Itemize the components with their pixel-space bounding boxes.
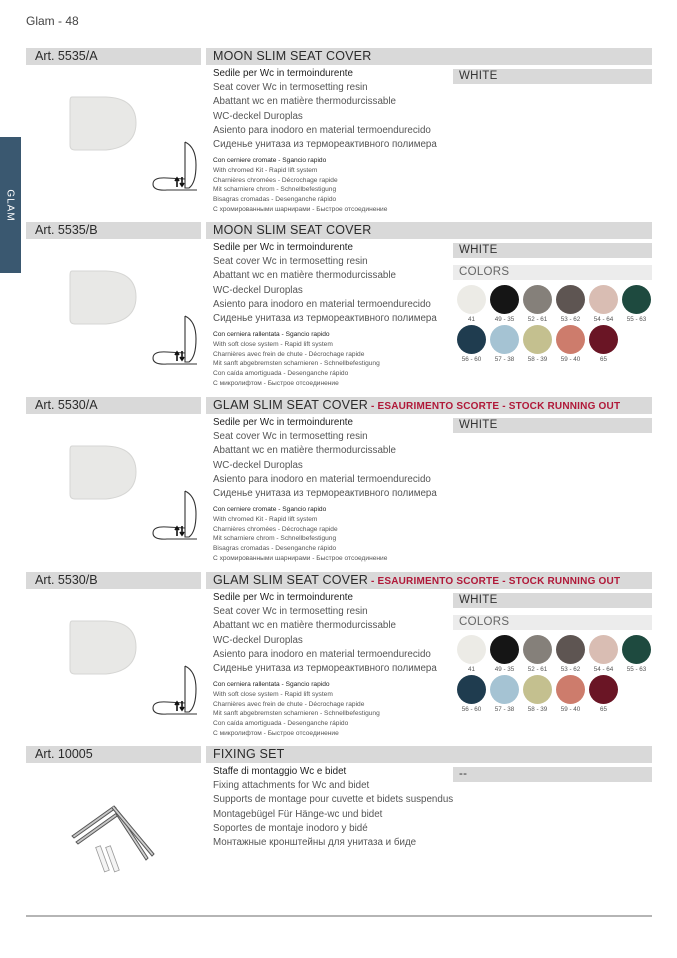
note-it: Con cerniera rallentata - Sgancio rapido	[213, 681, 330, 688]
color-code: 65	[599, 706, 607, 713]
page-header: Glam - 48	[26, 14, 79, 28]
color-swatch-dot	[589, 635, 618, 664]
description-en: Seat cover Wc in termosetting resin	[213, 606, 368, 618]
finish-label: --	[453, 767, 652, 782]
color-swatch	[521, 285, 554, 323]
color-swatch-dot	[523, 285, 552, 314]
colors-label: COLORS	[453, 615, 652, 630]
feature-notes	[213, 680, 453, 739]
product-section	[26, 222, 652, 392]
finish-label: WHITE	[453, 243, 652, 258]
article-number: Art. 5535/B	[26, 222, 201, 239]
color-swatch	[521, 675, 554, 713]
color-code: 41	[467, 666, 475, 673]
description-it: Sedile per Wc in termoindurente	[213, 242, 353, 253]
fixing-set-image	[70, 794, 160, 884]
hinge-diagram-icon	[151, 663, 201, 717]
color-swatch-row	[455, 325, 620, 363]
color-swatch-dot	[457, 635, 486, 664]
side-tab	[0, 137, 21, 273]
color-swatch	[488, 635, 521, 673]
color-swatch-dot	[556, 285, 585, 314]
color-code: 56 - 60	[461, 706, 482, 713]
description-es: Asiento para inodoro en material termoendurecido	[213, 648, 431, 660]
description-fr: Abattant wc en matière thermodurcissable	[213, 96, 396, 108]
description-it: Sedile per Wc in termoindurente	[213, 68, 353, 79]
color-swatch	[521, 635, 554, 673]
color-swatch-dot	[523, 675, 552, 704]
color-swatch-dot	[490, 285, 519, 314]
color-swatch	[587, 325, 620, 363]
color-code: 58 - 39	[527, 706, 548, 713]
product-title	[206, 222, 652, 239]
color-code: 57 - 38	[494, 706, 515, 713]
article-number: Art. 5530/B	[26, 572, 201, 589]
description-es: Asiento para inodoro en material termoendurecido	[213, 124, 431, 136]
color-swatch-dot	[556, 325, 585, 354]
description-ru: Сиденье унитаза из термореактивного полимера	[213, 138, 437, 150]
article-number: Art. 5530/A	[26, 397, 201, 414]
description-fr: Abattant wc en matière thermodurcissable	[213, 620, 396, 632]
color-swatch	[455, 285, 488, 323]
color-swatch	[521, 325, 554, 363]
note-fr: Charnières avec frein de chute - Décrochage rapide	[213, 350, 365, 358]
description-en: Seat cover Wc in termosetting resin	[213, 256, 368, 268]
color-code: 59 - 40	[560, 356, 581, 363]
color-swatch-dot	[622, 285, 651, 314]
feature-notes	[213, 156, 453, 215]
color-swatch-dot	[556, 675, 585, 704]
color-swatch	[455, 325, 488, 363]
color-code: 55 - 63	[626, 316, 647, 323]
product-section	[26, 48, 652, 216]
color-code: 55 - 63	[626, 666, 647, 673]
color-swatch-row	[455, 285, 653, 323]
product-title-text: GLAM SLIM SEAT COVER	[213, 398, 368, 412]
color-code: 41	[467, 316, 475, 323]
description-es: Asiento para inodoro en material termoendurecido	[213, 473, 431, 485]
note-en: With chromed Kit - Rapid lift system	[213, 515, 318, 523]
product-title-text: MOON SLIM SEAT COVER	[213, 223, 372, 237]
product-title	[206, 746, 652, 763]
note-es: Bisagras cromadas - Desenganche rápido	[213, 196, 337, 204]
note-es: Con caída amortiguada - Desenganche rápido	[213, 720, 349, 728]
note-de: Mit sanft abgebremsten scharnieren - Schnellbefestigung	[213, 710, 380, 718]
color-swatch	[587, 285, 620, 323]
color-swatch	[455, 675, 488, 713]
color-swatch-dot	[523, 635, 552, 664]
description-de: WC-deckel Duroplas	[213, 110, 303, 122]
color-code: 58 - 39	[527, 356, 548, 363]
side-tab-label: GLAM	[5, 188, 16, 222]
color-swatch	[587, 635, 620, 673]
seat-cover-image	[68, 269, 138, 326]
hinge-diagram-icon	[151, 313, 201, 367]
color-swatch	[620, 635, 653, 673]
color-swatch-dot	[589, 675, 618, 704]
description-es: Soportes de montaje inodoro y bidé	[213, 822, 368, 834]
description-de: WC-deckel Duroplas	[213, 634, 303, 646]
description-fr: Supports de montage pour cuvette et bidets suspendus	[213, 794, 454, 806]
color-swatch	[554, 635, 587, 673]
color-code: 49 - 35	[494, 666, 515, 673]
description-it: Sedile per Wc in termoindurente	[213, 417, 353, 428]
color-code: 53 - 62	[560, 316, 581, 323]
hinge-diagram-icon	[151, 488, 201, 542]
color-code: 54 - 64	[593, 666, 614, 673]
color-swatch	[554, 325, 587, 363]
note-ru: С микролифтом - Быстрое отсоединение	[213, 379, 339, 387]
description-de: WC-deckel Duroplas	[213, 284, 303, 296]
product-title	[206, 397, 652, 414]
description-it: Sedile per Wc in termoindurente	[213, 592, 353, 603]
color-code: 57 - 38	[494, 356, 515, 363]
description-de: WC-deckel Duroplas	[213, 459, 303, 471]
feature-notes	[213, 505, 453, 564]
note-de: Mit sanft abgebremsten scharnieren - Schnellbefestigung	[213, 360, 380, 368]
finish-label: WHITE	[453, 69, 652, 84]
note-es: Bisagras cromadas - Desenganche rápido	[213, 545, 337, 553]
color-swatch-dot	[490, 325, 519, 354]
color-swatch-dot	[523, 325, 552, 354]
product-title	[206, 572, 652, 589]
color-swatch	[554, 285, 587, 323]
article-number: Art. 10005	[26, 746, 201, 763]
article-number: Art. 5535/A	[26, 48, 201, 65]
description-ru: Сиденье унитаза из термореактивного полимера	[213, 662, 437, 674]
description-en: Seat cover Wc in termosetting resin	[213, 82, 368, 94]
note-ru: С микролифтом - Быстрое отсоединение	[213, 729, 339, 737]
color-swatch-dot	[556, 635, 585, 664]
color-swatch	[455, 635, 488, 673]
seat-cover-image	[68, 95, 138, 152]
description-ru: Сиденье унитаза из термореактивного полимера	[213, 312, 437, 324]
note-it: Con cerniere cromate - Sgancio rapido	[213, 157, 327, 164]
note-fr: Charnières chromées - Décrochage rapide	[213, 525, 338, 533]
description-de: Montagebügel Für Hänge-wc und bidet	[213, 808, 383, 820]
description-list	[213, 416, 463, 501]
color-code: 49 - 35	[494, 316, 515, 323]
color-swatch-dot	[622, 635, 651, 664]
finish-label: WHITE	[453, 593, 652, 608]
color-swatch-dot	[490, 675, 519, 704]
description-fr: Abattant wc en matière thermodurcissable	[213, 270, 396, 282]
note-es: Con caída amortiguada - Desenganche rápido	[213, 370, 349, 378]
color-swatch	[488, 675, 521, 713]
note-de: Mit scharniere chrom - Schnellbefestigung	[213, 186, 337, 194]
note-fr: Charnières avec frein de chute - Décrochage rapide	[213, 700, 365, 708]
note-en: With chromed Kit - Rapid lift system	[213, 166, 318, 174]
description-it: Staffe di montaggio Wc e bidet	[213, 766, 347, 777]
description-en: Seat cover Wc in termosetting resin	[213, 431, 368, 443]
description-fr: Abattant wc en matière thermodurcissable	[213, 445, 396, 457]
color-swatch-dot	[457, 285, 486, 314]
color-swatch-row	[455, 675, 620, 713]
seat-cover-image	[68, 619, 138, 676]
footer-divider	[26, 915, 652, 917]
color-swatch-dot	[490, 635, 519, 664]
color-code: 56 - 60	[461, 356, 482, 363]
product-section	[26, 397, 652, 567]
color-swatch	[587, 675, 620, 713]
color-code: 59 - 40	[560, 706, 581, 713]
colors-label: COLORS	[453, 265, 652, 280]
product-title-text: GLAM SLIM SEAT COVER	[213, 573, 368, 587]
color-code: 52 - 61	[527, 666, 548, 673]
description-list	[213, 241, 463, 326]
note-it: Con cerniera rallentata - Sgancio rapido	[213, 331, 330, 338]
color-swatch	[488, 325, 521, 363]
color-swatch-dot	[457, 675, 486, 704]
description-list	[213, 67, 463, 152]
stock-running-out-note: - ESAURIMENTO SCORTE - STOCK RUNNING OUT	[367, 401, 621, 412]
color-code: 52 - 61	[527, 316, 548, 323]
color-code: 53 - 62	[560, 666, 581, 673]
color-swatch	[554, 675, 587, 713]
product-title-text: FIXING SET	[213, 747, 285, 761]
color-code: 54 - 64	[593, 316, 614, 323]
product-section	[26, 746, 652, 906]
color-code: 65	[599, 356, 607, 363]
note-ru: С хромированными шарнирами - Быстрое отсоединение	[213, 554, 388, 562]
color-swatch-dot	[589, 325, 618, 354]
color-swatch-row	[455, 635, 653, 673]
note-it: Con cerniere cromate - Sgancio rapido	[213, 506, 327, 513]
description-ru: Монтажные кронштейны для унитаза и биде	[213, 836, 417, 848]
description-ru: Сиденье унитаза из термореактивного полимера	[213, 487, 437, 499]
description-list	[213, 765, 463, 850]
description-es: Asiento para inodoro en material termoendurecido	[213, 298, 431, 310]
product-title	[206, 48, 652, 65]
note-de: Mit scharniere chrom - Schnellbefestigung	[213, 535, 337, 543]
description-list	[213, 591, 463, 676]
hinge-diagram-icon	[151, 139, 201, 193]
seat-cover-image	[68, 444, 138, 501]
description-en: Fixing attachments for Wc and bidet	[213, 780, 370, 792]
color-swatch-dot	[589, 285, 618, 314]
note-ru: С хромированными шарнирами - Быстрое отсоединение	[213, 205, 388, 213]
note-en: With soft close system - Rapid lift system	[213, 340, 333, 348]
color-swatch-dot	[457, 325, 486, 354]
product-title-text: MOON SLIM SEAT COVER	[213, 49, 372, 63]
note-en: With soft close system - Rapid lift system	[213, 690, 333, 698]
finish-label: WHITE	[453, 418, 652, 433]
color-swatch	[488, 285, 521, 323]
color-swatch	[620, 285, 653, 323]
note-fr: Charnières chromées - Décrochage rapide	[213, 176, 338, 184]
feature-notes	[213, 330, 453, 389]
stock-running-out-note: - ESAURIMENTO SCORTE - STOCK RUNNING OUT	[367, 576, 621, 587]
product-section	[26, 572, 652, 742]
